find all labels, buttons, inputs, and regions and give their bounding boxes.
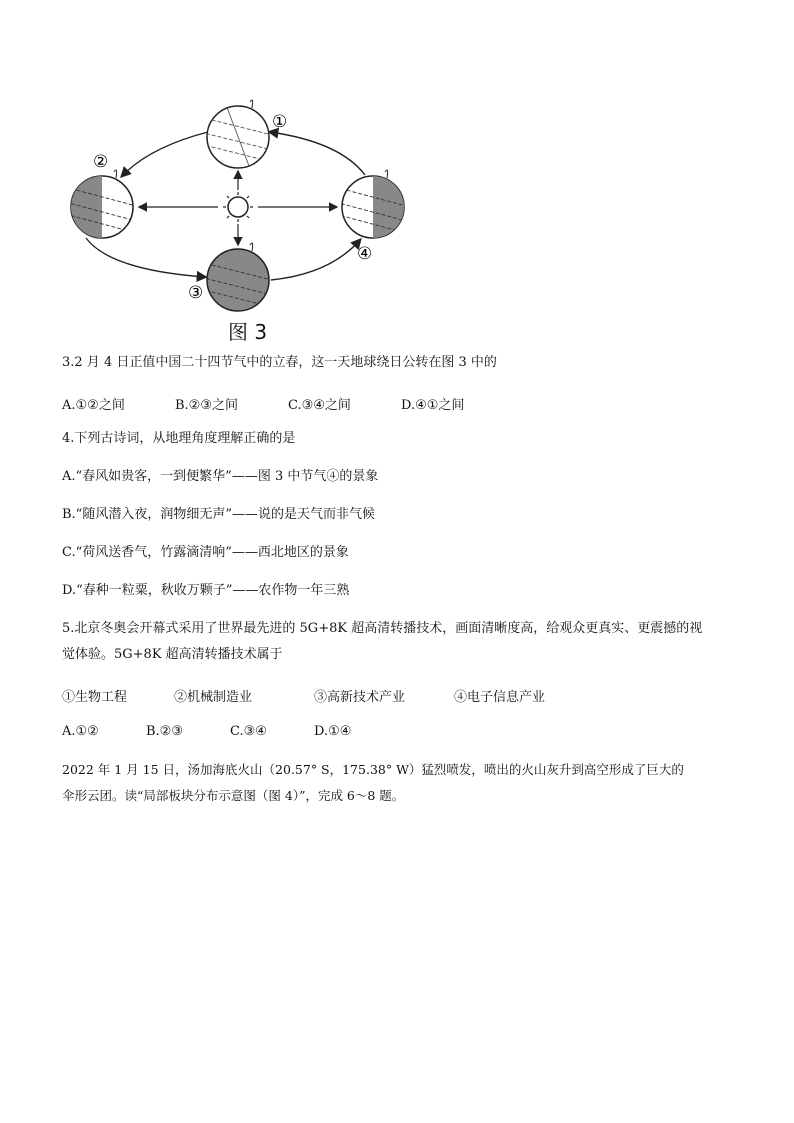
label-3: ③ [188,283,204,303]
q4-option-a: A.“春风如贵客，一到便繁华”——图 3 中节气④的景象 [62,469,379,484]
question-3-stem: 3.2 月 4 日正值中国二十四节气中的立春，这一天地球绕日公转在图 3 中的 [62,355,497,370]
question-4-stem: 4.下列古诗词，从地理角度理解正确的是 [62,431,296,446]
orbit-diagram [60,92,430,342]
q5-option-c: C.③④ [230,724,267,739]
q5-option-b: B.②③ [146,724,183,739]
orbit-arrow-3-4 [271,240,360,280]
question-5-options [62,724,351,739]
q3-option-b: B.②③之间 [175,398,238,413]
q4-option-c: C.“荷风送香气，竹露滴清响”——西北地区的景象 [62,545,349,560]
sun-icon [223,192,253,222]
q3-option-c: C.③④之间 [288,398,351,413]
q5-item-3: ③高新技术产业 [314,690,406,705]
label-2: ② [93,152,109,172]
question-5-items [62,686,545,705]
earth-orbit-figure [60,92,430,342]
earth-position-2 [65,170,140,238]
earth-position-1 [200,100,280,174]
label-4: ④ [357,244,373,264]
q4-option-b: B.“随风潜入夜，润物细无声”——说的是天气而非气候 [62,507,375,522]
intro-line2: 伞形云团。读“局部板块分布示意图（图 4）”，完成 6～8 题。 [62,788,405,803]
q5-option-d: D.①④ [314,724,352,739]
earth-position-3 [200,243,280,311]
orbit-arrow-1-2 [122,132,208,176]
intro-line1: 2022 年 1 月 15 日，汤加海底火山（20.57° S，175.38° W）猛烈喷发，喷出的火山灰升到高空形成了巨大的 [62,762,684,777]
orbit-arrow-4-1 [270,132,365,175]
question-5-stem-line1: 5.北京冬奥会开幕式采用了世界最先进的 5G+8K 超高清转播技术，画面清晰度高，给观众更真实、更震撼的视 [62,621,703,636]
q5-option-a: A.①② [62,724,99,739]
q5-item-2: ②机械制造业 [174,690,253,705]
earth-position-4 [335,170,410,238]
figure-caption: 图 3 [228,320,268,344]
question-3-options [62,394,464,413]
q5-item-1: ①生物工程 [62,690,128,705]
q3-option-a: A.①②之间 [62,398,125,413]
question-5-stem-line2: 觉体验。5G+8K 超高清转播技术属于 [62,647,283,662]
orbit-arrow-2-3 [86,238,205,277]
label-1: ① [272,112,288,132]
q4-option-d: D.“春种一粒粟，秋收万颗子”——农作物一年三熟 [62,583,350,598]
q5-item-4: ④电子信息产业 [454,690,546,705]
q3-option-d: D.④①之间 [401,398,465,413]
